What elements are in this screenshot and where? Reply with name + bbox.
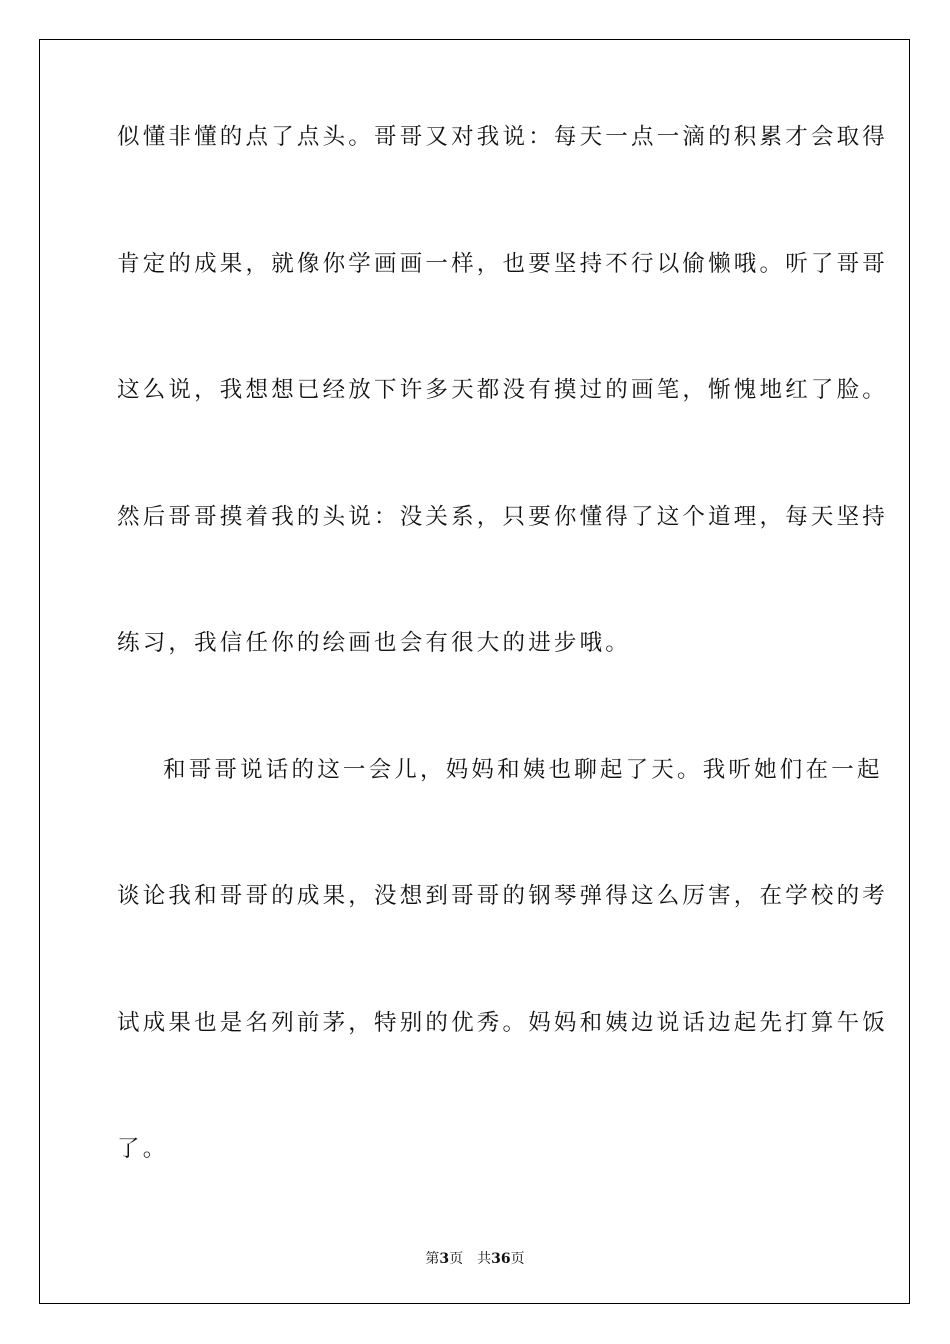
text-line: 然后哥哥摸着我的头说：没关系，只要你懂得了这个道理，每天坚持 [117, 503, 889, 530]
text-line: 试成果也是名列前茅，特别的优秀。妈妈和姨边说话边起先打算午饭 [117, 1009, 889, 1036]
text-line: 这么说，我想想已经放下许多天都没有摸过的画笔，惭愧地红了脸。 [117, 377, 889, 403]
page-footer [0, 1248, 950, 1268]
total-prefix: 共 [477, 1251, 492, 1267]
total-pages: 36 [491, 1251, 511, 1267]
page-prefix: 第 [425, 1251, 440, 1267]
text-line: 谈论我和哥哥的成果，没想到哥哥的钢琴弹得这么厉害，在学校的考 [117, 883, 889, 909]
page-suffix: 页 [449, 1251, 464, 1267]
text-line: 似懂非懂的点了点头。哥哥又对我说：每天一点一滴的积累才会取得 [117, 124, 889, 150]
document-body [117, 122, 889, 1261]
text-line: 肯定的成果，就像你学画画一样，也要坚持不行以偷懒哦。听了哥哥 [117, 250, 889, 277]
text-line: 了。 [117, 1136, 169, 1162]
paragraph-start-line: 和哥哥说话的这一会儿，妈妈和姨也聊起了天。我听她们在一起 [163, 756, 883, 783]
total-suffix: 页 [510, 1251, 525, 1267]
page-number: 3 [439, 1251, 450, 1267]
text-line: 练习，我信任你的绘画也会有很大的进步哦。 [117, 630, 632, 656]
